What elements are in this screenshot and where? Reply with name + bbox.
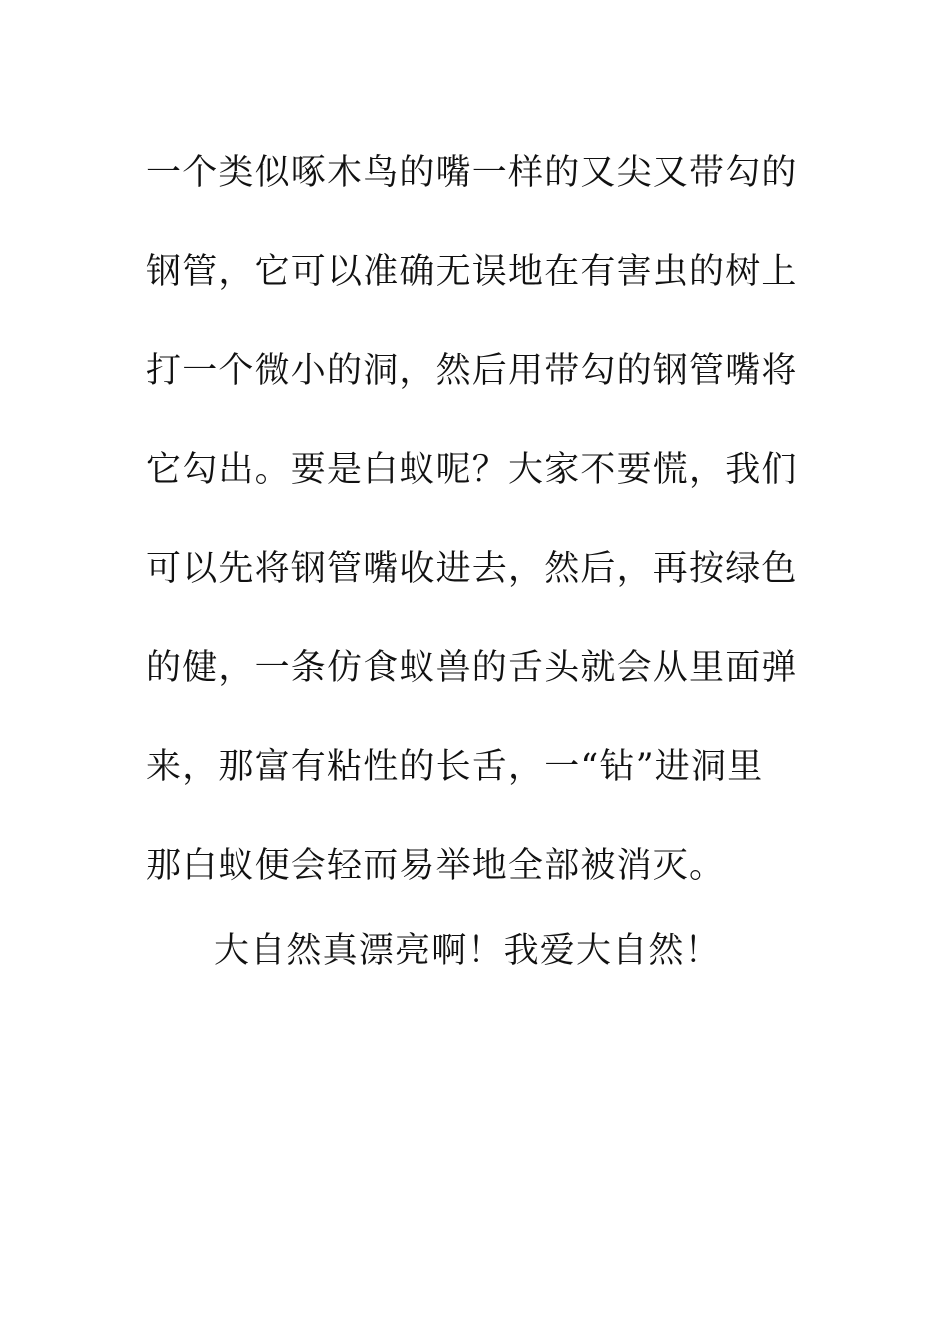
body-paragraph: [146, 124, 826, 916]
closing-paragraph: 大自然真漂亮啊！我爱大自然！: [214, 931, 721, 971]
paragraph-line-8: 那白蚁便会轻而易举地全部被消灭。: [146, 846, 726, 886]
paragraph-line-7: 来，那富有粘性的长舌，一“钻”进洞里: [146, 747, 764, 787]
paragraph-line-2: 钢管，它可以准确无误地在有害虫的树上: [146, 252, 798, 292]
paragraph-line-6: 的健，一条仿食蚁兽的舌头就会从里面弹: [146, 648, 798, 688]
paragraph-line-1: 一个类似啄木鸟的嘴一样的又尖又带勾的: [146, 153, 798, 193]
paragraph-line-3: 打一个微小的洞，然后用带勾的钢管嘴将: [146, 351, 798, 391]
paragraph-line-4: 它勾出。要是白蚁呢？大家不要慌，我们: [146, 450, 798, 490]
paragraph-line-5: 可以先将钢管嘴收进去，然后，再按绿色: [146, 549, 798, 589]
